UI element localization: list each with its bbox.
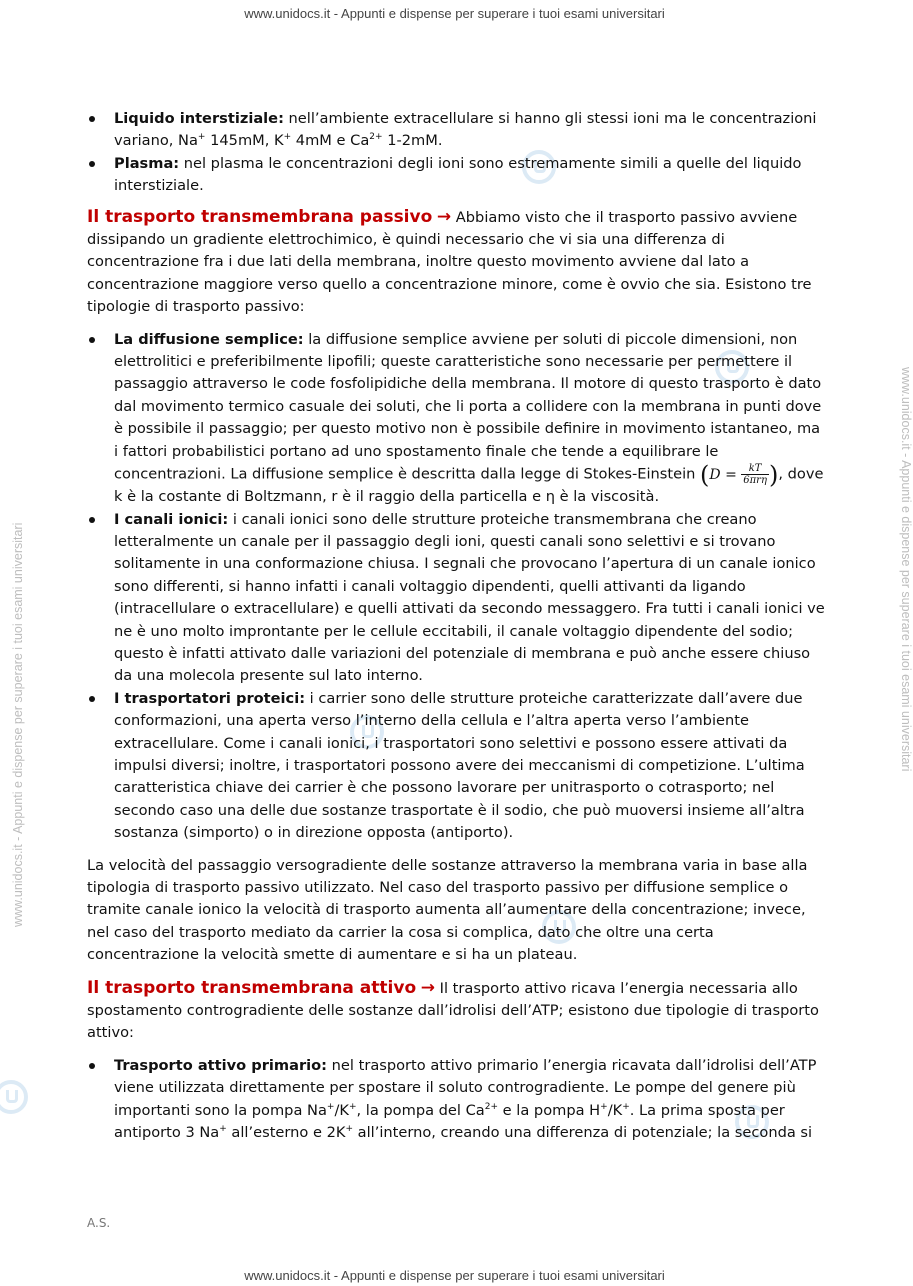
- list-item: Liquido interstiziale: nell’ambiente extracellulare si hanno gli stessi ioni ma le concentrazioni variano, Na+ 145mM, K+ 4mM e $Ca^{2+}$ 1-2mM.: [87, 108, 825, 153]
- section-intro: Abbiamo visto che il trasporto passivo avviene dissipando un gradiente elettrochimico, è quindi necessario che vi sia una differenza di concentrazione fra i due lati della membrana, inoltre questo movimento avviene dal lato a concentrazione maggiore verso quello a concentrazione minore, come è ovvio che sia. Esistono tre tipologie di trasporto passivo:: [87, 208, 812, 316]
- active-section: [87, 977, 825, 1045]
- side-watermark-right: www.unidocs.it - Appunti e dispense per superare i tuoi esami universitari: [899, 367, 913, 772]
- active-list: [87, 1055, 825, 1145]
- section-heading: Il trasporto transmembrana passivo: [87, 206, 433, 227]
- page-footer[interactable]: www.unidocs.it - Appunti e dispense per superare i tuoi esami universitari: [244, 1268, 665, 1283]
- section-heading: Il trasporto transmembrana attivo: [87, 977, 417, 998]
- term: Liquido interstiziale:: [114, 110, 284, 127]
- list-item: I canali ionici: i canali ionici sono delle strutture proteiche transmembrana che creano letteralmente un canale per il passaggio degli ioni, questi canali sono selettivi e si trovano solitamente in una conformazione chiusa. I segnali che provocano l’apertura di un canale ionico sono differenti, si hanno infatti i canali voltaggio dipendenti, quelli attivanti da ligando (intracellulare o extracellulare) e quelli attivati da secondo messaggero. Fra tutti i canali ionici ve ne è uno molto improntante per le cellule eccitabili, il canale voltaggio dipendente del sodio; questo è infatti attivato dalle variazioni del potenziale di membrana e può anche essere chiuso da una molecola presente sul lato interno.: [87, 509, 825, 688]
- stokes-einstein-formula: (D = $\frac{kT}{\text{6πrη}}$ ): [700, 460, 779, 489]
- watermark-logo-icon: [0, 1080, 28, 1114]
- term: La diffusione semplice:: [114, 330, 304, 348]
- term: I canali ionici:: [114, 510, 229, 528]
- side-watermark-left: www.unidocs.it - Appunti e dispense per superare i tuoi esami universitari: [11, 522, 25, 927]
- passive-section: [87, 206, 825, 319]
- document-body: [87, 108, 825, 1144]
- arrow-icon: →: [420, 977, 436, 998]
- list-item: La diffusione semplice: la diffusione semplice avviene per soluti di piccole dimensioni, non elettrolitici e preferibilmente lipofili; queste caratteristiche sono necessarie per permettere il passaggio attraverso le code fosfolipidiche della membrana. Il motore di questo trasporto è dato dal movimento termico casuale dei soluti, che li porta a collidere con la membrana in punti dove è possibile il passaggio; per questo motivo non è possibile definire in movimento istantaneo, ma i fattori probabilistici portano ad uno spostamento finale che tende a equilibrare le concentrazioni. La diffusione semplice è descritta dalla legge di Stokes-Einstein (D = $\frac{kT}{\text{6πrη}}$ ), dove k è la costante di Boltzmann, r è il raggio della particella e η è la viscosità.: [87, 329, 825, 509]
- section-intro: Il trasporto attivo ricava l’energia necessaria allo spostamento controgradiente delle sostanze dall’idrolisi dell’ATP; esistono due tipologie di trasporto attivo:: [87, 979, 819, 1042]
- passive-list: [87, 329, 825, 845]
- term: Trasporto attivo primario:: [114, 1056, 328, 1074]
- author-initials: A.S.: [87, 1216, 111, 1230]
- arrow-icon: →: [436, 206, 452, 227]
- term: Plasma:: [114, 154, 180, 172]
- list-item: I trasportatori proteici: i carrier sono delle strutture proteiche caratterizzate dall’avere due conformazioni, una aperta verso l’interno della cellula e l’altra aperta verso l’ambiente extracellulare. Come i canali ionici, i trasportatori sono selettivi e possono essere attivati da impulsi diversi; inoltre, i trasportatori possono avere dei meccanismi di competizione. L’ultima caratteristica chiave dei carrier è che possono lavorare per unitrasporto o cotrasporto; nel secondo caso una delle due sostanze trasportate è il sodio, che può muoversi insieme all’altra sostanza (simporto) o in direzione opposta (antiporto).: [87, 688, 825, 845]
- list-item: Trasporto attivo primario: nel trasporto attivo primario l’energia ricavata dall’idrolisi dell’ATP viene utilizzata direttamente per spostare il soluto controgradiente. Le pompe del genere più importanti sono la pompa Na+/K+, la pompa del $Ca^{2+}$ e la pompa H+/K+. La prima sposta per antiporto 3 Na+ all’esterno e 2K+ all’interno, creando una differenza di potenziale; la seconda si: [87, 1055, 825, 1145]
- term: I trasportatori proteici:: [114, 689, 306, 707]
- intro-list: [87, 108, 825, 198]
- paragraph: La velocità del passaggio versogradiente delle sostanze attraverso la membrana varia in base alla tipologia di trasporto passivo utilizzato. Nel caso del trasporto passivo per diffusione semplice o tramite canale ionico la velocità di trasporto aumenta all’aumentare della concentrazione; invece, nel caso del trasporto mediato da carrier la cosa si complica, dato che oltre una certa concentrazione la velocità smette di aumentare e si ha un plateau.: [87, 856, 808, 964]
- page-header[interactable]: www.unidocs.it - Appunti e dispense per superare i tuoi esami universitari: [244, 6, 665, 21]
- list-item: Plasma: nel plasma le concentrazioni degli ioni sono estremamente simili a quelle del liquido interstiziale.: [87, 153, 825, 198]
